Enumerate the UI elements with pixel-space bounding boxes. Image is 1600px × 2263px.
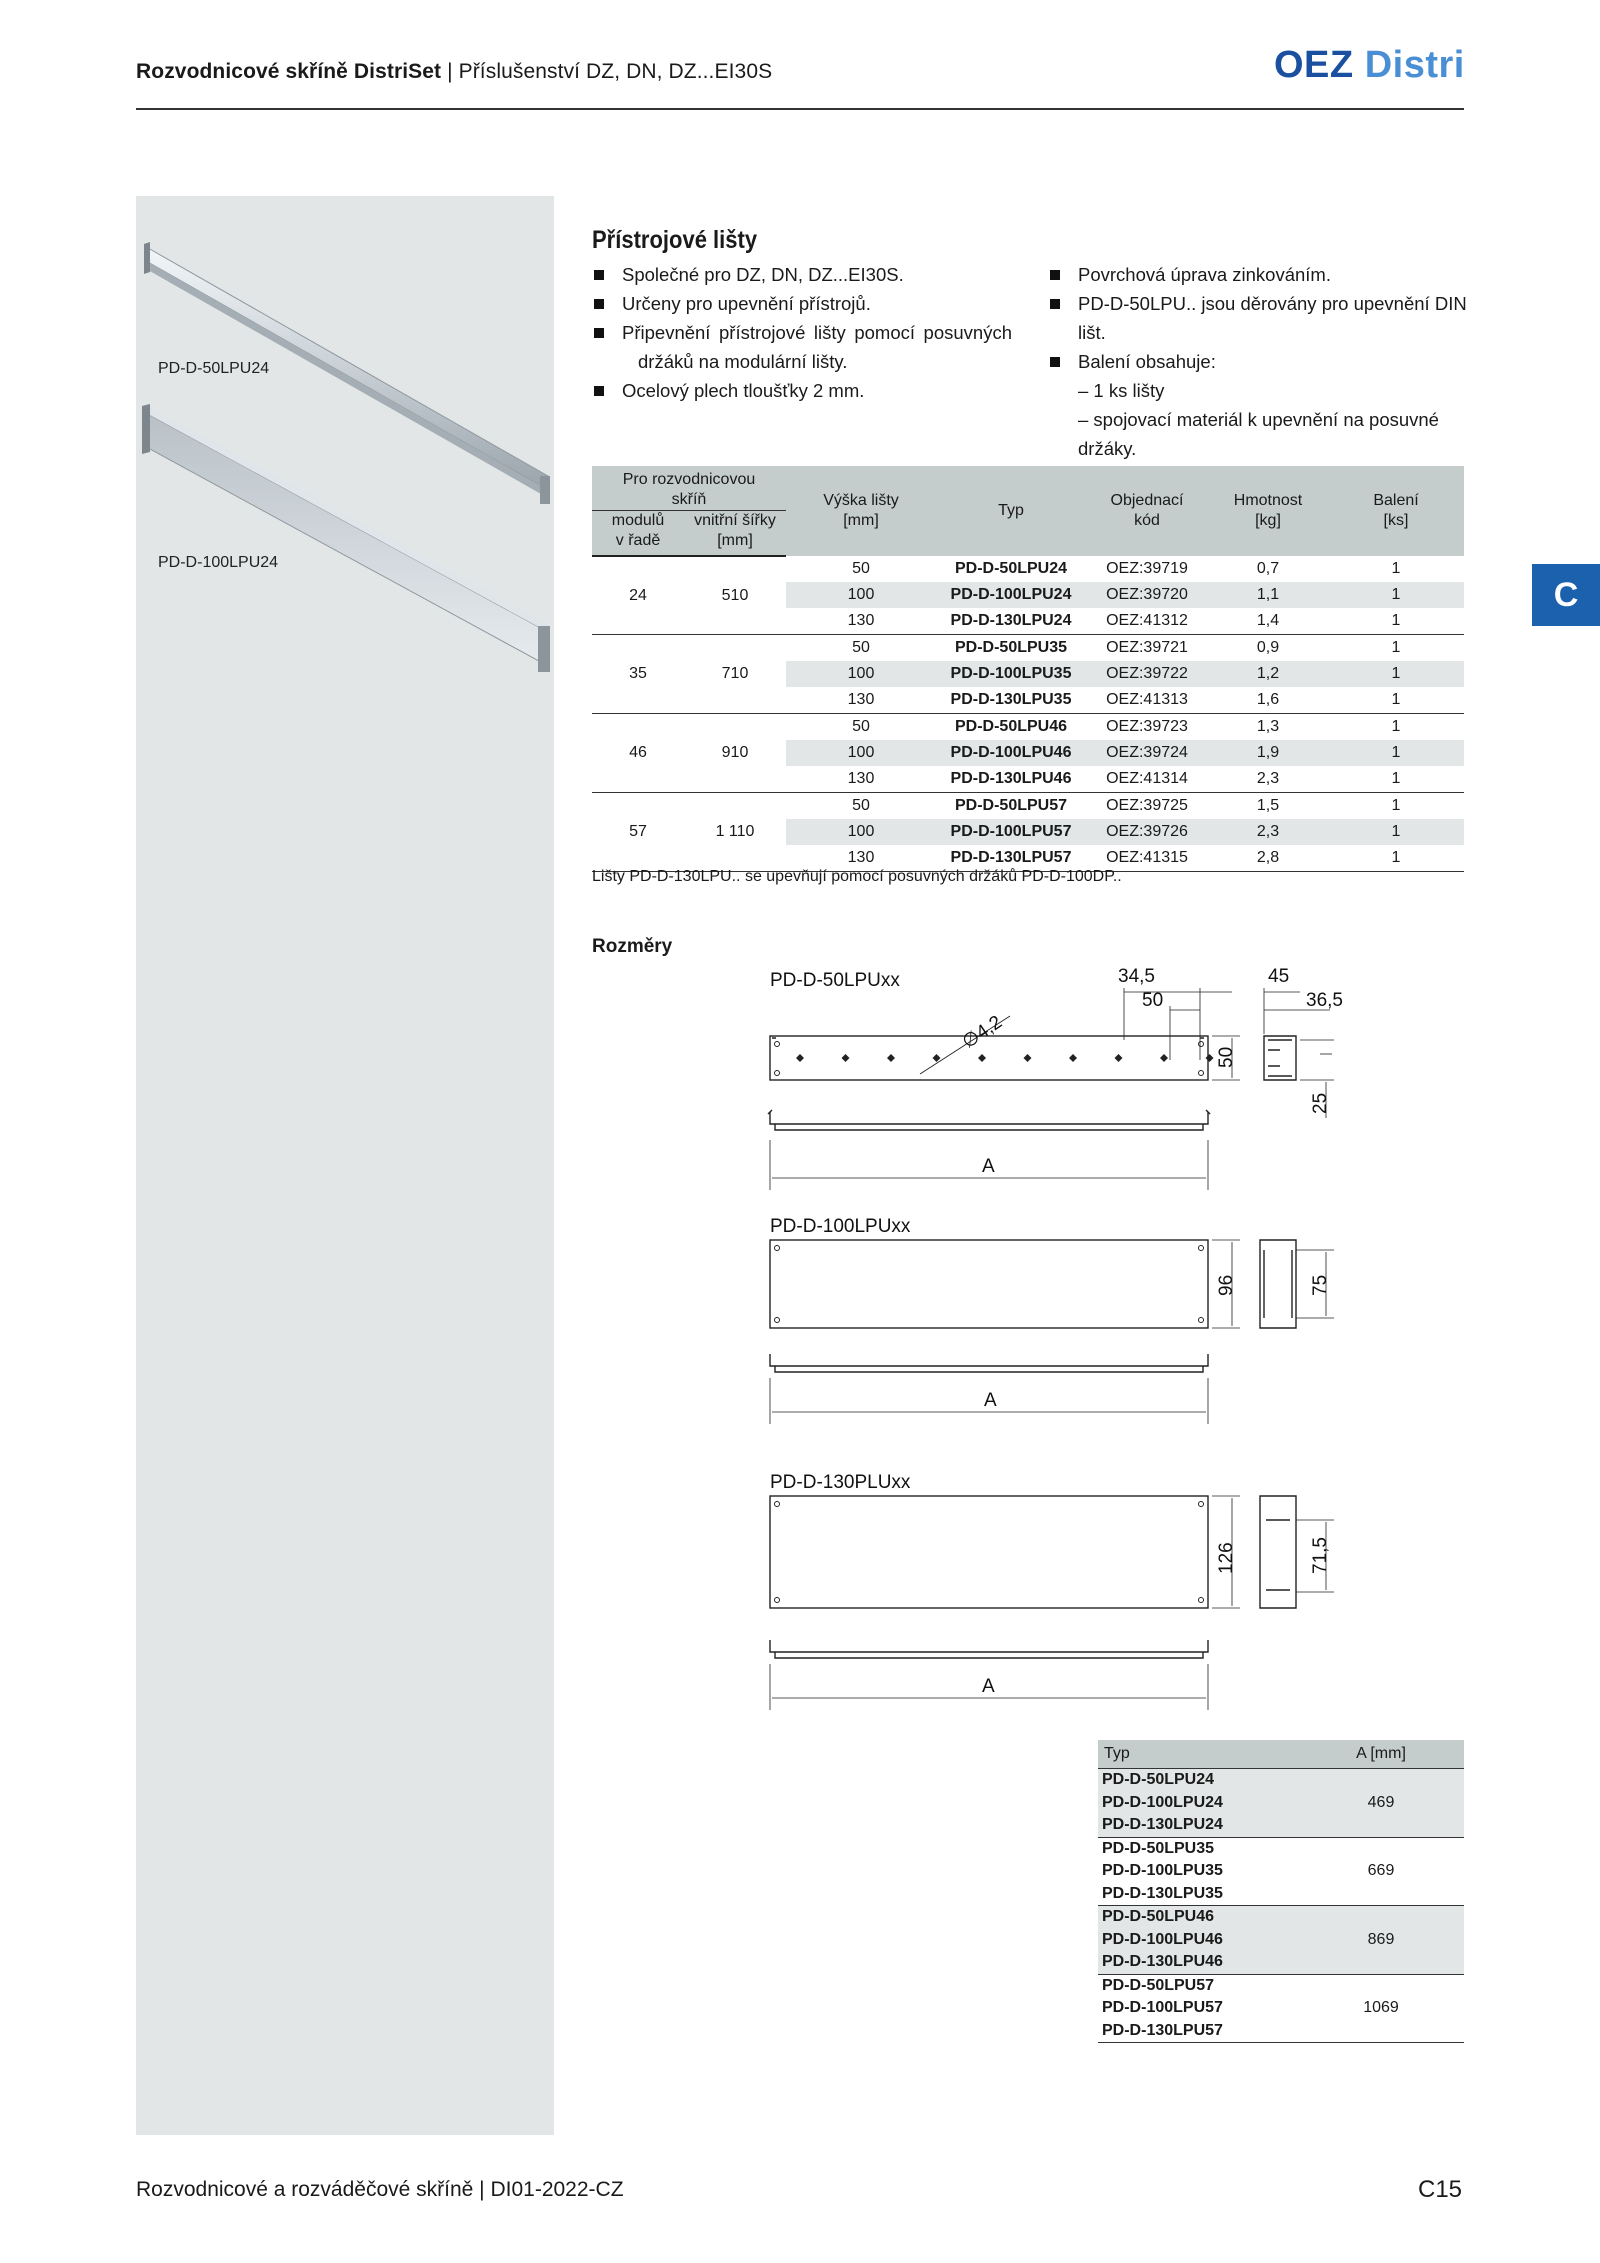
mounting-hole (1115, 1054, 1123, 1062)
bullet-item: Ocelový plech tloušťky 2 mm. (592, 376, 1012, 405)
th-height: Výška lišty (823, 492, 899, 509)
cell-h: 100 (786, 582, 936, 608)
d3-front-view (770, 1496, 1208, 1608)
cell-moduls: 46 (592, 714, 684, 793)
th-pack: Balení (1373, 492, 1419, 509)
page-number: C15 (1418, 2176, 1463, 2203)
cell-width: 1 110 (684, 793, 786, 872)
cell-pack: 1 (1328, 661, 1464, 687)
logo-distri: Distri (1364, 44, 1465, 86)
a-cell-type: PD-D-100LPU24 (1098, 1792, 1298, 1815)
cell-pack: 1 (1391, 639, 1401, 656)
d1-front-view (770, 1036, 1208, 1080)
cell-type: PD-D-100LPU24 (936, 582, 1086, 608)
d2-top-view (770, 1354, 1208, 1372)
cell-moduls: 24 (592, 556, 684, 635)
dim-75: 75 (1310, 1274, 1331, 1296)
cell-mass: 1,1 (1208, 582, 1328, 608)
mounting-hole (1024, 1054, 1032, 1062)
cell-code: OEZ:39723 (1106, 718, 1188, 735)
th-group: Pro rozvodnicovou skříň (592, 470, 786, 511)
mounting-hole (887, 1054, 895, 1062)
a-table-group (1098, 1837, 1464, 1906)
cell-h: 130 (786, 766, 936, 793)
mounting-hole (1206, 1054, 1214, 1062)
cell-pack: 1 (1328, 819, 1464, 845)
th-a-type: Typ (1098, 1740, 1298, 1769)
cell-mass: 2,3 (1208, 819, 1328, 845)
cell-code: OEZ:39725 (1106, 797, 1188, 814)
cell-h: 50 (852, 797, 870, 814)
dim-diameter: ∅4,2 (958, 1011, 1007, 1054)
cell-mass: 1,9 (1208, 740, 1328, 766)
cell-h: 100 (786, 661, 936, 687)
a-cell-type: PD-D-100LPU35 (1102, 1862, 1223, 1879)
mounting-hole (1160, 1054, 1168, 1062)
a-table-row (1098, 1769, 1464, 1792)
cell-code: OEZ:39724 (1086, 740, 1208, 766)
d2-side-profile (1260, 1240, 1296, 1328)
cell-pack: 1 (1328, 582, 1464, 608)
cell-h: 130 (786, 845, 936, 872)
cell-code: OEZ:39721 (1106, 639, 1188, 656)
a-cell-type: PD-D-50LPU24 (1098, 1769, 1298, 1792)
cell-type: PD-D-130LPU35 (936, 687, 1086, 714)
cell-pack: 1 (1391, 560, 1401, 577)
cell-pack: 1 (1391, 797, 1401, 814)
a-cell-value: 869 (1298, 1906, 1464, 1975)
a-cell-type: PD-D-130LPU24 (1098, 1814, 1298, 1837)
cell-pack: 1 (1328, 687, 1464, 714)
th-moduls: modulů (611, 512, 665, 529)
th-a-value: A [mm] (1298, 1740, 1464, 1769)
mounting-hole (978, 1054, 986, 1062)
image-label-100: PD-D-100LPU24 (158, 554, 279, 571)
a-cell-value: 1069 (1298, 1974, 1464, 2043)
cell-type: PD-D-130LPU24 (936, 608, 1086, 635)
th-mass: Hmotnost (1233, 492, 1303, 509)
a-cell-type: PD-D-50LPU35 (1102, 1839, 1215, 1857)
table-note: Lišty PD-D-130LPU.. se upevňují pomocí posuvných držáků PD-D-100DP.. (592, 868, 1122, 885)
a-table-group (1098, 1906, 1464, 1975)
image-label-50: PD-D-50LPU24 (158, 360, 270, 377)
cell-pack: 1 (1328, 608, 1464, 635)
d3-top-view (770, 1640, 1208, 1658)
cell-h: 130 (786, 608, 936, 635)
bullet-subitem: – 1 ks lišty (1078, 380, 1165, 401)
cell-type: PD-D-130LPU57 (936, 845, 1086, 872)
a-cell-type: PD-D-100LPU46 (1098, 1929, 1298, 1952)
cell-type: PD-D-50LPU35 (954, 639, 1068, 656)
cell-h: 130 (786, 687, 936, 714)
cell-width: 510 (684, 556, 786, 635)
a-cell-type: PD-D-50LPU46 (1098, 1906, 1298, 1929)
cell-type: PD-D-50LPU24 (954, 560, 1068, 577)
d2-label: PD-D-100LPUxx (770, 1216, 911, 1237)
a-cell-value: 469 (1298, 1769, 1464, 1838)
cell-code: OEZ:39720 (1086, 582, 1208, 608)
a-cell-type: PD-D-130LPU46 (1098, 1951, 1298, 1974)
mounting-hole (796, 1054, 804, 1062)
cell-pack: 1 (1328, 766, 1464, 793)
a-cell-type: PD-D-50LPU57 (1102, 1976, 1215, 1994)
cell-mass: 2,3 (1208, 766, 1328, 793)
cell-moduls: 57 (592, 793, 684, 872)
a-table-row (1098, 1837, 1464, 1860)
a-cell-value: 669 (1298, 1837, 1464, 1906)
header-title-rest: Příslušenství DZ, DN, DZ...EI30S (458, 60, 773, 83)
a-cell-type: PD-D-130LPU57 (1098, 2020, 1298, 2043)
cell-mass: 0,7 (1256, 560, 1280, 577)
a-cell-type: PD-D-130LPU35 (1098, 1883, 1298, 1906)
d3-dim-A: A (982, 1676, 995, 1697)
cell-pack: 1 (1328, 740, 1464, 766)
a-table-group (1098, 1974, 1464, 2043)
dim-96: 96 (1216, 1274, 1237, 1296)
cell-mass: 1,5 (1256, 797, 1280, 814)
dim-34-5: 34,5 (1118, 966, 1155, 987)
a-table-row (1098, 1974, 1464, 1997)
cell-code: OEZ:39726 (1086, 819, 1208, 845)
th-code: Objednací (1110, 492, 1184, 509)
bullet-item-continuation: držáků na modulární lišty. (638, 351, 848, 372)
cell-mass: 1,2 (1208, 661, 1328, 687)
cell-h: 50 (852, 718, 870, 735)
dimension-a-table (1098, 1740, 1464, 2043)
cell-h: 100 (786, 740, 936, 766)
th-width: vnitřní šířky (694, 512, 776, 529)
d3-side-profile (1260, 1496, 1296, 1608)
header-title-bold: Rozvodnicové skříně DistriSet (136, 60, 442, 83)
cell-mass: 2,8 (1208, 845, 1328, 872)
dim-25: 25 (1310, 1092, 1331, 1114)
cell-code: OEZ:41312 (1086, 608, 1208, 635)
a-cell-type: PD-D-100LPU57 (1102, 1999, 1223, 2016)
cell-width: 910 (684, 714, 786, 793)
mounting-hole (933, 1054, 941, 1062)
th-type: Typ (936, 466, 1086, 556)
product-table: Pro rozvodnicovou skříň Výška lišty [mm] Typ Objednací kód Hmotnost [kg] Balení [ks] modulů v řadě vnitřní šířky [mm] 24 510 50 PD-D-50LPU24 OEZ:39719 0,7 1 100 PD-D-100LPU24 OEZ:39720 1,1 1 130 PD-D-130LPU24 OEZ:41312 1,4 1 35 710 50 PD-D-50LPU35 OEZ:39721 0,9 1 100 PD-D-100LPU35 OEZ:39722 1,2 1 130 PD-D-130LPU35 OEZ:41313 1,6 1 46 910 50 PD-D-50LPU46 OEZ:39723 1,3 1 100 PD-D-100LPU46 OEZ:39724 1,9 1 130 PD-D-130LPU46 OEZ:41314 2,3 1 57 1 110 50 PD-D-50LPU57 OEZ:39725 1,5 1 100 PD-D-100LPU57 OEZ:39726 2,3 1 130 PD-D-130LPU57 OEZ:41315 2,8 1 (592, 466, 1464, 872)
cell-code: OEZ:41314 (1086, 766, 1208, 793)
cell-mass: 0,9 (1256, 639, 1280, 656)
cell-type: PD-D-100LPU57 (936, 819, 1086, 845)
cell-code: OEZ:39722 (1086, 661, 1208, 687)
dim-36-5: 36,5 (1306, 990, 1343, 1011)
cell-moduls: 35 (592, 635, 684, 714)
bullet-item: PD-D-50LPU.. jsou děrovány pro upevnění DIN lišt. (1048, 289, 1468, 347)
cell-code: OEZ:41315 (1086, 845, 1208, 872)
bullet-item: Povrchová úprava zinkováním. (1048, 260, 1468, 289)
bullet-item: Určeny pro upevnění přístrojů. (592, 289, 1012, 318)
cell-type: PD-D-130LPU46 (936, 766, 1086, 793)
bullet-item: Společné pro DZ, DN, DZ...EI30S. (592, 260, 1012, 289)
d2-front-view (770, 1240, 1208, 1328)
cell-h: 50 (852, 560, 870, 577)
dim-50-vertical: 50 (1216, 1046, 1237, 1068)
cell-pack: 1 (1391, 718, 1401, 735)
bullet-item: Balení obsahuje: (1048, 347, 1468, 376)
d1-dim-A: A (982, 1156, 995, 1177)
dim-50: 50 (1142, 990, 1164, 1011)
cell-code: OEZ:39719 (1106, 560, 1188, 577)
cell-mass: 1,6 (1208, 687, 1328, 714)
cell-mass: 1,4 (1208, 608, 1328, 635)
page-header-title: Rozvodnicové skříně DistriSet | Příslušenství DZ, DN, DZ...EI30S (136, 60, 773, 83)
dimensions-title: Rozměry (592, 936, 673, 957)
dim-71-5: 71,5 (1310, 1537, 1331, 1574)
d2-dim-A: A (984, 1390, 997, 1411)
chapter-tab: C (1532, 564, 1600, 626)
bullet-subitem: – spojovací materiál k upevnění na posuvné držáky. (1078, 409, 1439, 459)
mounting-hole (842, 1054, 850, 1062)
cell-code: OEZ:41313 (1086, 687, 1208, 714)
cell-type: PD-D-100LPU46 (936, 740, 1086, 766)
cell-pack: 1 (1328, 845, 1464, 872)
bullet-item: Připevnění přístrojové lišty pomocí posuvných (592, 318, 1012, 347)
section-title: Přístrojové lišty (592, 226, 758, 254)
mounting-hole (1069, 1054, 1077, 1062)
cell-type: PD-D-100LPU35 (936, 661, 1086, 687)
cell-mass: 1,3 (1256, 718, 1280, 735)
cell-type: PD-D-50LPU57 (954, 797, 1068, 814)
cell-h: 100 (786, 819, 936, 845)
d1-label: PD-D-50LPUxx (770, 970, 900, 991)
logo-oez: OEZ (1274, 44, 1354, 86)
a-table-group (1098, 1769, 1464, 1838)
cell-width: 710 (684, 635, 786, 714)
d1-top-view (770, 1112, 1208, 1130)
dim-45: 45 (1268, 966, 1290, 987)
dim-126: 126 (1216, 1542, 1237, 1574)
d1-side-profile (1264, 1036, 1296, 1080)
cell-type: PD-D-50LPU46 (954, 718, 1068, 735)
d1-mounting-holes (796, 1054, 1214, 1062)
footer-text: Rozvodnicové a rozváděčové skříně | DI01-2022-CZ (136, 2178, 624, 2201)
a-table-row (1098, 1906, 1464, 1929)
d3-label: PD-D-130PLUxx (770, 1472, 911, 1493)
cell-h: 50 (852, 639, 870, 656)
